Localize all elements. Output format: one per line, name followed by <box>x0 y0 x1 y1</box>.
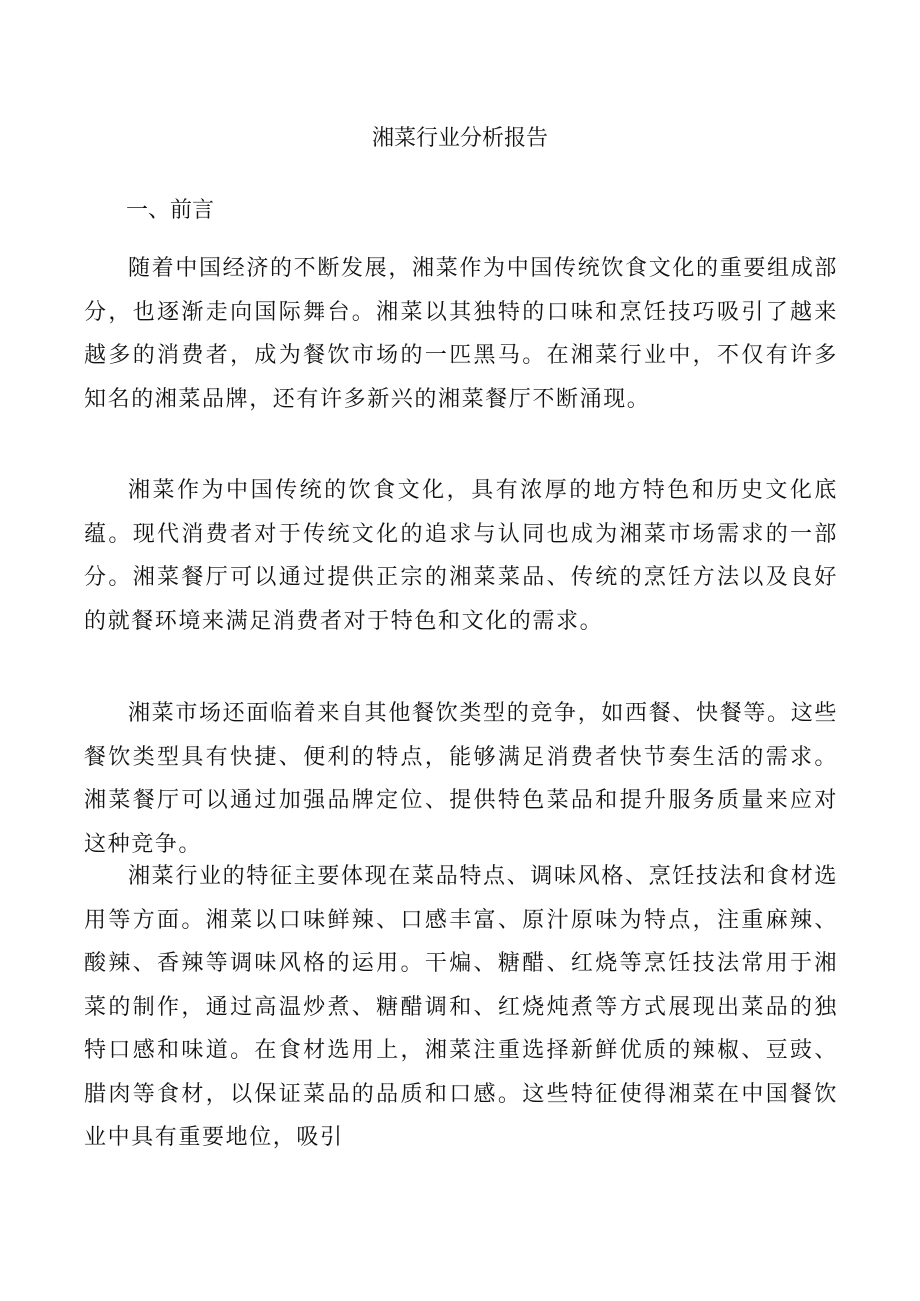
section-heading: 一、前言 <box>126 198 215 223</box>
paragraph-3: 湘菜市场还面临着来自其他餐饮类型的竞争，如西餐、快餐等。这些餐饮类型具有快捷、便利的特点，能够满足消费者快节奏生活的需求。湘菜餐厅可以通过加强品牌定位、提供特色菜品和提升服务质量来应对这种竞争。 <box>84 701 838 857</box>
document-title: 湘菜行业分析报告 <box>371 126 548 151</box>
paragraph-2: 湘菜作为中国传统的饮食文化，具有浓厚的地方特色和历史文化底蕴。现代消费者对于传统文化的追求与认同也成为湘菜市场需求的一部分。湘菜餐厅可以通过提供正宗的湘菜菜品、传统的烹饪方法以及良好的就餐环境来满足消费者对于特色和文化的需求。 <box>84 478 838 634</box>
paragraph-1: 随着中国经济的不断发展，湘菜作为中国传统饮食文化的重要组成部分，也逐渐走向国际舞台。湘菜以其独特的口味和烹饪技巧吸引了越来越多的消费者，成为餐饮市场的一匹黑马。在湘菜行业中，不仅有许多知名的湘菜品牌，还有许多新兴的湘菜餐厅不断涌现。 <box>84 256 838 412</box>
paragraph-4: 湘菜行业的特征主要体现在菜品特点、调味风格、烹饪技法和食材选用等方面。湘菜以口味鲜辣、口感丰富、原汁原味为特点，注重麻辣、酸辣、香辣等调味风格的运用。干煸、糖醋、红烧等烹饪技法常用于湘菜的制作，通过高温炒煮、糖醋调和、红烧炖煮等方式展现出菜品的独特口感和味道。在食材选用上，湘菜注重选择新鲜优质的辣椒、豆豉、腊肉等食材，以保证菜品的品质和口感。这些特征使得湘菜在中国餐饮业中具有重要地位，吸引 <box>84 864 838 1150</box>
